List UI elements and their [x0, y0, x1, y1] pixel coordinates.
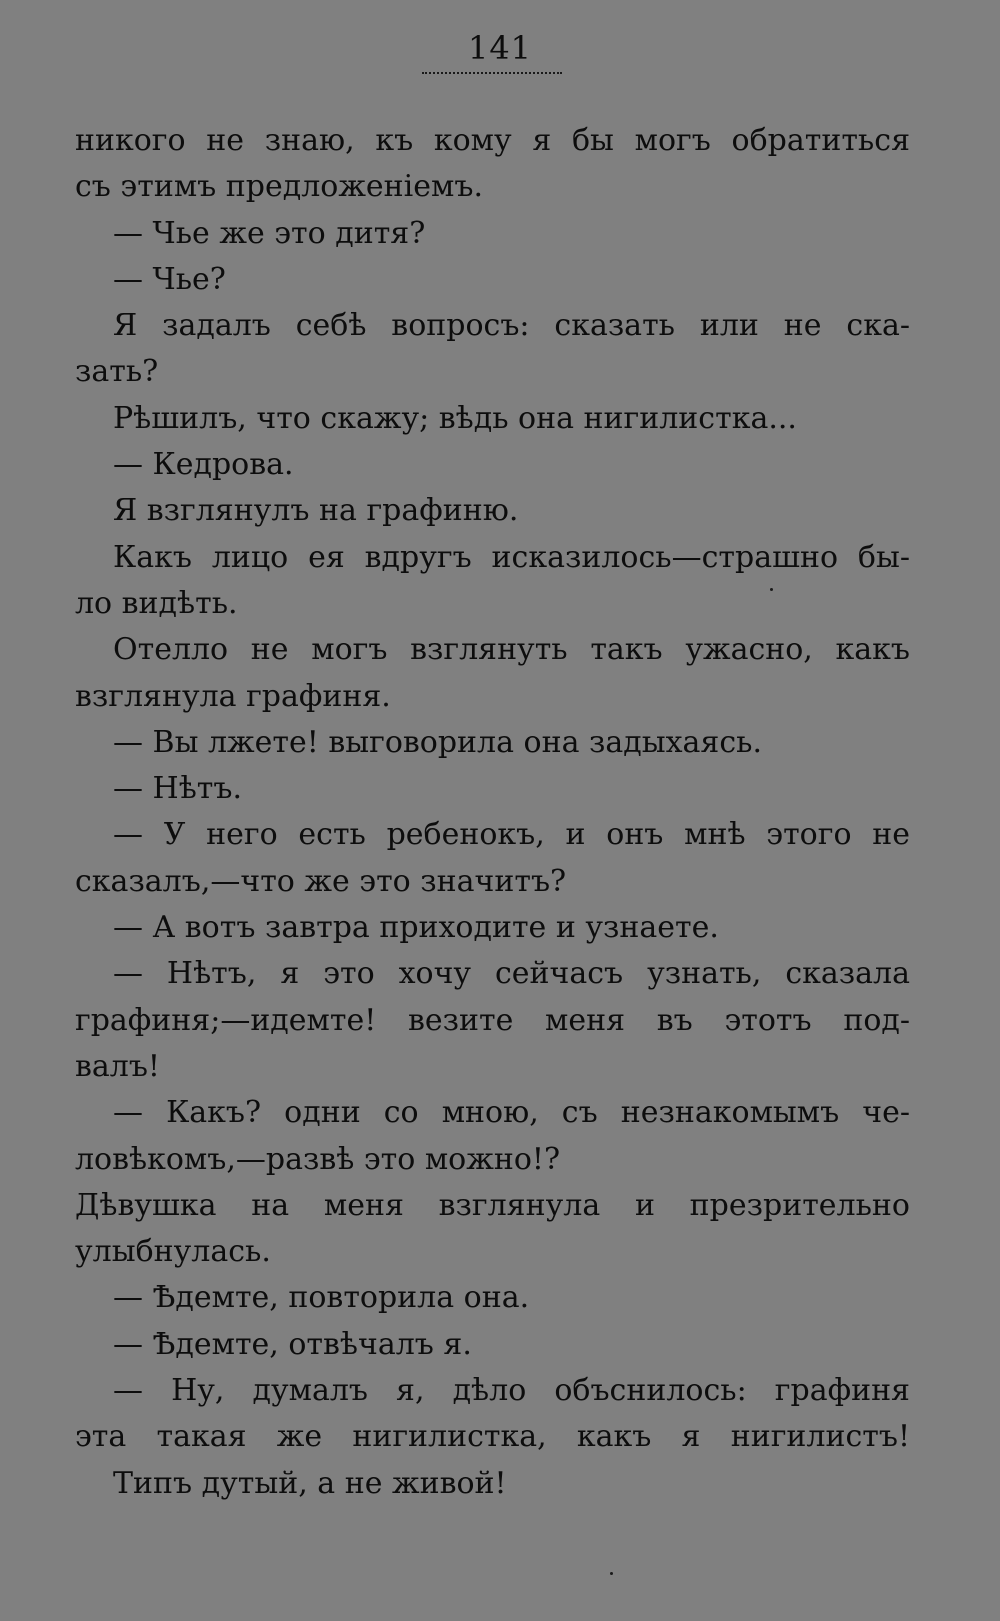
print-speck — [770, 588, 773, 591]
print-speck — [610, 1572, 613, 1575]
text-line: зать? — [75, 354, 159, 390]
text-line: — Какъ? одни со мною, съ незнакомымъ че- — [113, 1095, 910, 1131]
header-rule — [422, 72, 562, 74]
text-line: — Нѣтъ, я это хочу сейчасъ узнать, сказала — [113, 956, 910, 992]
text-line: ло видѣть. — [75, 585, 238, 621]
text-line: Типъ дутый, а не живой! — [113, 1465, 507, 1501]
text-line: валъ! — [75, 1048, 160, 1084]
text-line: Какъ лицо ея вдругъ исказилось—страшно бы- — [113, 539, 910, 575]
text-line: эта такая же нигилистка, какъ я нигилистъ! — [75, 1419, 910, 1455]
text-line: — Ѣдемте, повторила она. — [113, 1280, 530, 1316]
text-line: графиня;—идемте! везите меня въ этотъ под- — [75, 1002, 910, 1038]
text-line: — Ну, думалъ я, дѣло объснилось: графиня — [113, 1373, 910, 1409]
text-line: никого не знаю, къ кому я бы могъ обратиться — [75, 123, 910, 158]
text-line: Рѣшилъ, что скажу; вѣдь она нигилистка... — [113, 400, 797, 436]
text-line: съ этимъ предложеніемъ. — [75, 169, 483, 205]
page-text — [75, 118, 910, 1507]
text-line: Я взглянулъ на графиню. — [113, 493, 519, 529]
text-line: сказалъ,—что же это значитъ? — [75, 863, 567, 899]
page-number: 141 — [467, 29, 533, 67]
text-line: Отелло не могъ взглянуть такъ ужасно, какъ — [113, 632, 910, 668]
text-line: — Вы лжете! выговорила она задыхаясь. — [113, 724, 762, 760]
text-line: взглянула графиня. — [75, 678, 391, 714]
text-line: Я задалъ себѣ вопросъ: сказать или не ска- — [113, 308, 910, 344]
text-line: — Нѣтъ. — [113, 771, 243, 807]
text-line: — Чье? — [113, 261, 226, 297]
text-line: Дѣвушка на меня взглянула и презрительно — [75, 1187, 910, 1223]
text-line: — Чье же это дитя? — [113, 215, 426, 251]
text-line: — А вотъ завтра приходите и узнаете. — [113, 910, 719, 946]
text-line: — Ѣдемте, отвѣчалъ я. — [113, 1326, 472, 1362]
text-line: — У него есть ребенокъ, и онъ мнѣ этого не — [113, 817, 910, 853]
text-line: улыбнулась. — [75, 1234, 271, 1270]
text-line: ловѣкомъ,—развѣ это можно!? — [75, 1141, 561, 1177]
text-line: — Кедрова. — [113, 447, 294, 483]
